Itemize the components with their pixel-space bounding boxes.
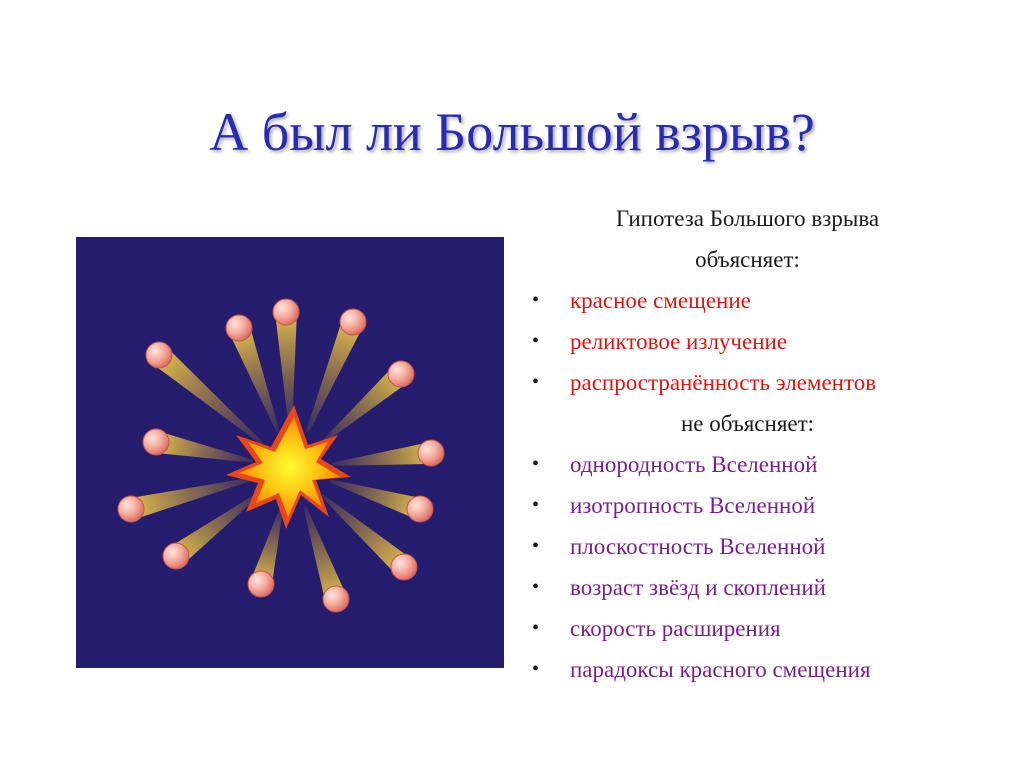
particle-ball xyxy=(248,571,274,597)
intro-line-2: объясняет: xyxy=(695,247,800,272)
list-item-label: скорость расширения xyxy=(570,616,781,641)
list-item xyxy=(520,362,990,403)
list-item xyxy=(520,649,990,690)
particle-ball xyxy=(388,361,414,387)
particle-ball xyxy=(146,342,172,368)
slide-title: А был ли Большой взрыв? xyxy=(209,102,815,162)
particle-ball xyxy=(118,496,144,522)
particle-ball xyxy=(340,309,366,335)
intro-line-1: Гипотеза Большого взрыва xyxy=(615,206,880,231)
list-item xyxy=(520,608,990,649)
bullet-icon: • xyxy=(532,658,540,680)
list-item-label: реликтовое излучение xyxy=(570,329,788,354)
list-item-label: красное смещение xyxy=(570,288,751,313)
particle-ball xyxy=(407,496,433,522)
bullet-icon: • xyxy=(532,453,540,475)
particle-ball xyxy=(273,299,299,325)
list-item-label: возраст звёзд и скоплений xyxy=(570,575,826,600)
bullet-icon: • xyxy=(532,330,540,352)
list-item xyxy=(520,280,990,321)
bullet-icon: • xyxy=(532,289,540,311)
list-item xyxy=(520,567,990,608)
particle-ball xyxy=(163,543,189,569)
explains-list xyxy=(520,280,990,403)
not-explains-heading: не объясняет: xyxy=(680,411,815,436)
big-bang-explosion-icon xyxy=(76,237,504,668)
list-item xyxy=(520,321,990,362)
particle-ball xyxy=(323,586,349,612)
list-item xyxy=(520,485,990,526)
particle-ball xyxy=(143,429,169,455)
bullet-icon: • xyxy=(532,494,540,516)
particle-ball xyxy=(418,440,444,466)
bullet-icon: • xyxy=(532,535,540,557)
list-item-label: однородность Вселенной xyxy=(570,452,818,477)
list-item-label: плоскостность Вселенной xyxy=(570,534,826,559)
bullet-icon: • xyxy=(532,617,540,639)
list-item xyxy=(520,444,990,485)
bullet-icon: • xyxy=(532,576,540,598)
list-item-label: распространённость элементов xyxy=(570,370,877,395)
particle-ball xyxy=(391,554,417,580)
bullet-icon: • xyxy=(532,371,540,393)
list-item xyxy=(520,526,990,567)
not-explains-list xyxy=(520,444,990,690)
particle-ball xyxy=(226,315,252,341)
list-item-label: парадоксы красного смещения xyxy=(570,657,871,682)
text-panel xyxy=(520,198,990,690)
list-item-label: изотропность Вселенной xyxy=(570,493,816,518)
